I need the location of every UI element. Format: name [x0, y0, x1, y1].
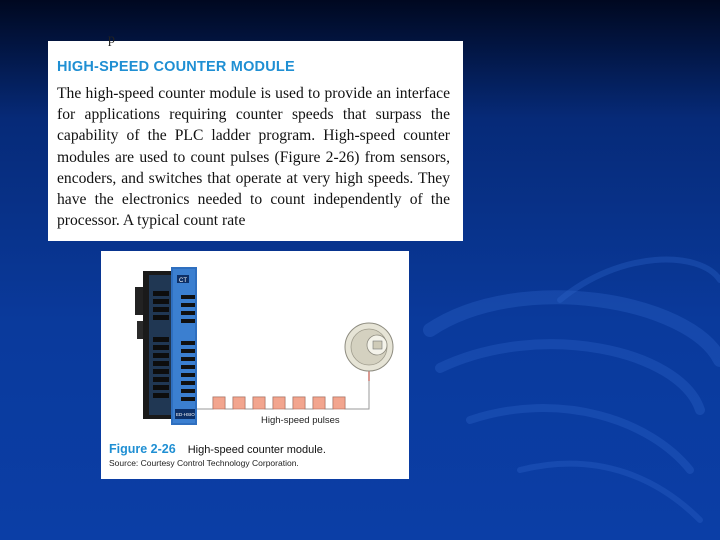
- encoder-illustration: [345, 323, 393, 371]
- cropped-text-residue: p: [108, 32, 115, 47]
- figure-caption: [109, 442, 326, 456]
- section-heading: HIGH-SPEED COUNTER MODULE: [57, 59, 295, 75]
- figure-source: Source: Courtesy Control Technology Corporation.: [109, 458, 299, 468]
- pulse-label: High-speed pulses: [261, 415, 340, 426]
- module-part-number: ED-HSIO: [176, 412, 195, 417]
- figure-title: High-speed counter module.: [187, 444, 326, 456]
- pulse-train-signal: [197, 361, 372, 409]
- textbook-excerpt: [48, 32, 463, 241]
- figure-panel: [101, 251, 409, 479]
- section-body-text: The high-speed counter module is used to provide an interface for applications requiring counter speeds that surpass the capability of the PLC ladder program. High-speed counter modules are used to count pulses (Figure 2-26) from sensors, encoders, and switches that operate at very high speeds. They have the electronics needed to count independently of the processor. A typical count rate: [57, 85, 450, 230]
- counter-module-illustration: [135, 267, 197, 425]
- module-badge: CT: [179, 278, 187, 284]
- figure-number: Figure 2-26: [109, 442, 176, 456]
